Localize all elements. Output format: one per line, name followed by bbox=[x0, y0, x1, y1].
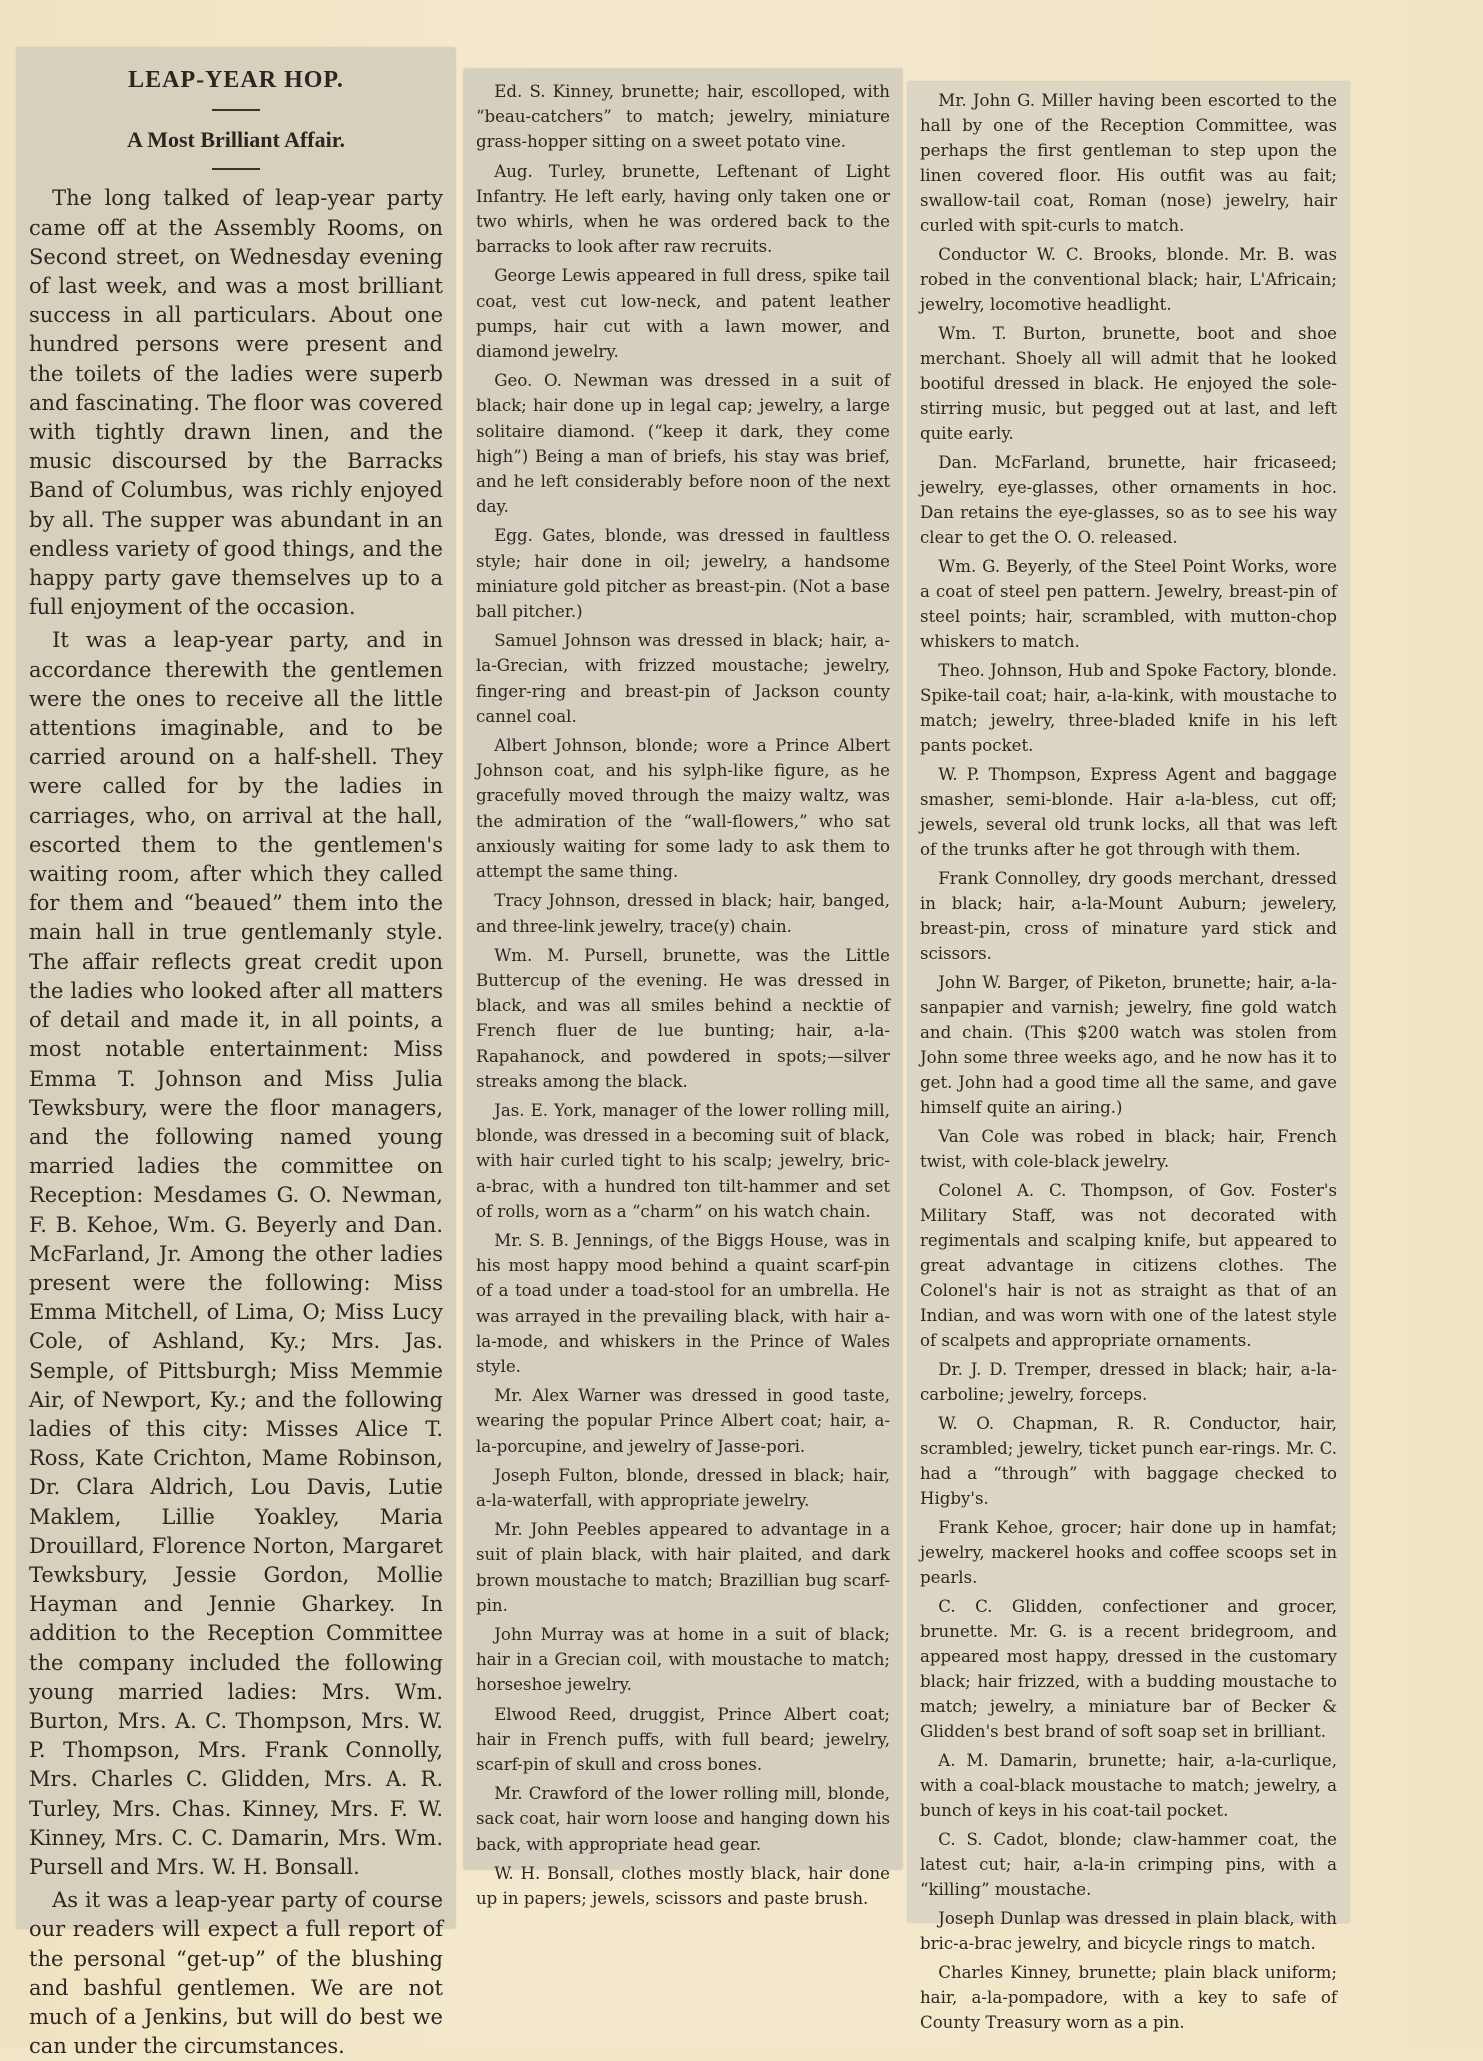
article-paragraph: C. S. Cadot, blonde; claw-hammer coat, the latest cut; hair, a-la-in crimping pins, with a “killing” moustache. bbox=[920, 1830, 1337, 1899]
article-paragraph: W. O. Chapman, R. R. Conductor, hair, scrambled; jewelry, ticket punch ear-rings. Mr. C. had a “through” with baggage checked to Higby's. bbox=[920, 1414, 1337, 1508]
article-paragraph: Conductor W. C. Brooks, blonde. Mr. B. was robed in the conventional black; hair, L'Africain; jewelry, locomotive headlight. bbox=[920, 245, 1337, 314]
subheadline: A Most Brilliant Affair. bbox=[127, 127, 345, 153]
article-paragraph: Frank Kehoe, grocer; hair done up in hamfat; jewelry, mackerel hooks and coffee scoops set in pearls. bbox=[920, 1518, 1337, 1587]
article-paragraph: It was a leap-year party, and in accordance therewith the gentlemen were the ones to receive all the little attentions imaginable, and to be carried around on a half-shell. They were called for by the ladies in carriages, who, on arrival at the hall, escorted them to the gentlemen's waiting room, after which they called for them and “beaued” them into the main hall in true gentlemanly style. The affair reflects great credit upon the ladies who looked after all matters of detail and made it, in all points, a most notable entertainment: Miss Emma T. Johnson and Miss Julia Tewksbury, were the floor managers, and the following named young married ladies the committee on Reception: Mesdames G. O. Newman, F. B. Kehoe, Wm. G. Beyerly and Dan. McFarland, Jr. Among the other ladies present were the following: Miss Emma Mitchell, of Lima, O; Miss Lucy Cole, of Ashland, Ky.; Mrs. Jas. Semple, of Pittsburgh; Miss Memmie Air, of Newport, Ky.; and the following ladies of this city: Misses Alice T. Ross, Kate Crichton, Mame Robinson, Dr. Clara Aldrich, Lou Davis, Lutie Maklem, Lillie Yoakley, Maria Drouillard, Florence Norton, Margaret Tewksbury, Jessie Gordon, Mollie Hayman and Jennie Gharkey. In addition to the Reception Committee the company included the following young married ladies: Mrs. Wm. Burton, Mrs. A. C. Thompson, Mrs. W. P. Thompson, Mrs. Frank Connolly, Mrs. Charles C. Glidden, Mrs. A. R. Turley, Mrs. Chas. Kinney, Mrs. F. W. Kinney, Mrs. C. C. Damarin, Mrs. Wm. Pursell and Mrs. W. H. Bonsall. bbox=[29, 628, 443, 1879]
divider bbox=[212, 109, 260, 111]
article-paragraph: Wm. M. Pursell, brunette, was the Little Buttercup of the evening. He was dressed in black, and was all smiles behind a necktie of French fluer de lue bunting; hair, a-la-Rapahanock, and powdered in spots;—silver streaks among the black. bbox=[476, 945, 890, 1091]
article-paragraph: Ed. S. Kinney, brunette; hair, escolloped, with “beau-catchers” to match; jewelry, miniature grass-hopper sitting on a sweet potato vine. bbox=[476, 82, 890, 152]
article-paragraph: W. H. Bonsall, clothes mostly black, hair done up in papers; jewels, scissors and paste brush. bbox=[476, 1863, 890, 1909]
article-paragraph: Albert Johnson, blonde; wore a Prince Albert Johnson coat, and his sylph-like figure, as he gracefully moved through the maizy waltz, was the admiration of the “wall-flowers,” who sat anxiously waiting for some lady to ask them to attempt the same thing. bbox=[476, 736, 890, 882]
article-paragraph: Tracy Johnson, dressed in black; hair, banged, and three-link jewelry, trace(y) chain. bbox=[476, 891, 890, 936]
article-paragraph: Van Cole was robed in black; hair, French twist, with cole-black jewelry. bbox=[920, 1127, 1337, 1171]
article-paragraph: Colonel A. C. Thompson, of Gov. Foster's Military Staff, was not decorated with regimentals and scalping knife, but appeared to great advantage in citizens clothes. The Colonel's hair is not as straight as that of an Indian, and was worn with one of the latest style of scalpets and appropriate ornaments. bbox=[920, 1181, 1337, 1350]
article-paragraph: Samuel Johnson was dressed in black; hair, a-la-Grecian, with frizzed moustache; jewelry, finger-ring and breast-pin of Jackson county cannel coal. bbox=[476, 631, 890, 726]
article-paragraph: Mr. S. B. Jennings, of the Biggs House, was in his most happy mood behind a quaint scarf-pin of a toad under a toad-stool for an umbrella. He was arrayed in the prevailing black, with hair a-la-mode, and whiskers in the Prince of Wales style. bbox=[476, 1230, 890, 1376]
article-paragraph: Aug. Turley, brunette, Leftenant of Light Infantry. He left early, having only taken one or two whirls, when he was ordered back to the barracks to look after raw recruits. bbox=[476, 161, 890, 257]
article-paragraph: Charles Kinney, brunette; plain black uniform; hair, a-la-pompadore, with a key to safe of County Treasury worn as a pin. bbox=[920, 1963, 1337, 2032]
clipping-column-1 bbox=[17, 48, 455, 2059]
clipping-column-2 bbox=[464, 69, 902, 1909]
headline: LEAP-YEAR HOP. bbox=[128, 67, 344, 93]
article-paragraph: Wm. T. Burton, brunette, boot and shoe merchant. Shoely all will admit that he looked bootiful dressed in black. He enjoyed the sole-stirring music, but pegged out at last, and left quite early. bbox=[920, 324, 1337, 443]
article-paragraph: As it was a leap-year party of course our readers will expect a full report of the personal “get-up” of the blushing and bashful gentlemen. We are not much of a Jenkins, but will do best we can under the circumstances. bbox=[29, 1888, 443, 2059]
article-paragraph: Jas. E. York, manager of the lower rolling mill, blonde, was dressed in a becoming suit of black, with hair curled tight to his scalp; jewelry, bric-a-brac, with a hundred ton tilt-hammer and set of rolls, worn as a “charm” on his watch chain. bbox=[476, 1100, 890, 1221]
article-paragraph: Joseph Dunlap was dressed in plain black, with bric-a-brac jewelry, and bicycle rings to match. bbox=[920, 1909, 1337, 1953]
article-paragraph: Mr. Alex Warner was dressed in good taste, wearing the popular Prince Albert coat; hair, a-la-porcupine, and jewelry of Jasse-pori. bbox=[476, 1386, 890, 1456]
article-paragraph: The long talked of leap-year party came off at the Assembly Rooms, on Second street, on Wednesday evening of last week, and was a most brilliant success in all particulars. About one hundred persons were present and the toilets of the ladies were superb and fascinating. The floor was covered with tightly drawn linen, and the music discoursed by the Barracks Band of Columbus, was richly enjoyed by all. The supper was abundant in an endless variety of good things, and the happy party gave themselves up to a full enjoyment of the occasion. bbox=[29, 186, 443, 620]
article-paragraph: Mr. Crawford of the lower rolling mill, blonde, sack coat, hair worn loose and hanging down his back, with appropriate head gear. bbox=[476, 1784, 890, 1854]
article-body bbox=[476, 79, 890, 1911]
article-paragraph: Joseph Fulton, blonde, dressed in black; hair, a-la-waterfall, with appropriate jewelry. bbox=[476, 1465, 890, 1510]
clipping-column-3 bbox=[908, 82, 1349, 2032]
article-body bbox=[29, 184, 443, 2061]
article-paragraph: W. P. Thompson, Express Agent and baggage smasher, semi-blonde. Hair a-la-bless, cut off; jewels, several old trunk locks, all that was left of the trunks after he got through with them. bbox=[920, 765, 1337, 859]
article-paragraph: Dan. McFarland, brunette, hair fricaseed; jewelry, eye-glasses, other ornaments in hoc. Dan retains the eye-glasses, so as to see his way clear to get the O. O. released. bbox=[920, 453, 1337, 547]
article-paragraph: John Murray was at home in a suit of black; hair in a Grecian coil, with moustache to match; horseshoe jewelry. bbox=[476, 1624, 890, 1695]
article-paragraph: John W. Barger, of Piketon, brunette; hair, a-la-sanpapier and varnish; jewelry, fine gold watch and chain. (This $200 watch was stolen from John some three weeks ago, and he now has it to get. John had a good time all the same, and gave himself quite an airing.) bbox=[920, 973, 1337, 1117]
article-paragraph: Wm. G. Beyerly, of the Steel Point Works, wore a coat of steel pen pattern. Jewelry, breast-pin of steel points; hair, scrambled, with mutton-chop whiskers to match. bbox=[920, 557, 1337, 651]
article-paragraph: Frank Connolley, dry goods merchant, dressed in black; hair, a-la-Mount Auburn; jewelery, breast-pin, cross of minature yard stick and scissors. bbox=[920, 869, 1337, 963]
divider bbox=[212, 168, 260, 170]
article-paragraph: George Lewis appeared in full dress, spike tail coat, vest cut low-neck, and patent leather pumps, hair cut with a lawn mower, and diamond jewelry. bbox=[476, 266, 890, 362]
article-paragraph: Dr. J. D. Tremper, dressed in black; hair, a-la-carboline; jewelry, forceps. bbox=[920, 1360, 1337, 1404]
article-paragraph: A. M. Damarin, brunette; hair, a-la-curlique, with a coal-black moustache to match; jewelry, a bunch of keys in his coat-tail pocket. bbox=[920, 1751, 1337, 1820]
article-paragraph: C. C. Glidden, confectioner and grocer, brunette. Mr. G. is a recent bridegroom, and appeared most happy, dressed in the customary black; hair frizzed, with a budding moustache to match; jewelry, a miniature bar of Becker & Glidden's best brand of soft soap set in brilliant. bbox=[920, 1597, 1337, 1741]
article-paragraph: Mr. John Peebles appeared to advantage in a suit of plain black, with hair plaited, and dark brown moustache to match; Brazillian bug scarf-pin. bbox=[476, 1520, 890, 1615]
article-paragraph: Theo. Johnson, Hub and Spoke Factory, blonde. Spike-tail coat; hair, a-la-kink, with moustache to match; jewelry, three-bladed knife in his left pants pocket. bbox=[920, 661, 1337, 755]
article-paragraph: Egg. Gates, blonde, was dressed in faultless style; hair done in oil; jewelry, a handsome miniature gold pitcher as breast-pin. (Not a base ball pitcher.) bbox=[476, 526, 890, 622]
article-paragraph: Geo. O. Newman was dressed in a suit of black; hair done up in legal cap; jewelry, a large solitaire diamond. (“keep it dark, they come high”) Being a man of briefs, his stay was brief, and he left considerably before noon of the next day. bbox=[476, 371, 890, 517]
article-body bbox=[920, 88, 1337, 2035]
article-paragraph: Mr. John G. Miller having been escorted to the hall by one of the Reception Committee, was perhaps the first gentleman to step upon the linen covered floor. His outfit was au fait; swallow-tail coat, Roman (nose) jewelry, hair curled with spit-curls to match. bbox=[920, 91, 1337, 235]
article-paragraph: Elwood Reed, druggist, Prince Albert coat; hair in French puffs, with full beard; jewelry, scarf-pin of skull and cross bones. bbox=[476, 1704, 890, 1774]
